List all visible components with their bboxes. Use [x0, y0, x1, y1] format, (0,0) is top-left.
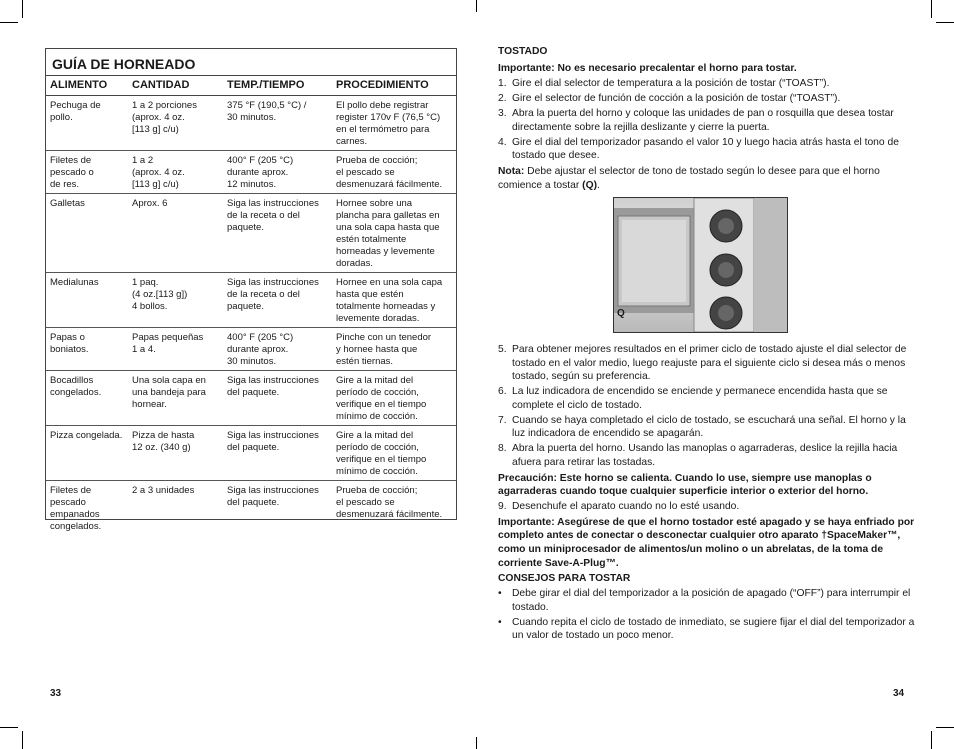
table-row — [46, 328, 456, 371]
list-item: 1. Gire el dial selector de temperatura a la posición de tostar (“TOAST”). — [498, 78, 830, 90]
toasting-section — [498, 45, 918, 644]
table-cell: Pechuga de pollo. — [46, 96, 128, 151]
table-cell: Papas o boniatos. — [46, 328, 128, 371]
table-cell: Papas pequeñas 1 a 4. — [128, 328, 223, 371]
table-cell: Siga las instrucciones del paquete. — [223, 371, 332, 426]
steps-list — [498, 77, 918, 163]
oven-illustration — [614, 198, 787, 332]
table-cell: Aprox. 6 — [128, 194, 223, 273]
table-cell: Hornee en una sola capa hasta que estén totalmente horneadas y levemente doradas. — [332, 273, 456, 328]
table-cell: Medialunas — [46, 273, 128, 328]
table-row — [46, 96, 456, 151]
table-cell: Pizza de hasta 12 oz. (340 g) — [128, 426, 223, 481]
table-cell: Siga las instrucciones de la receta o del paquete. — [223, 273, 332, 328]
crop-mark — [936, 22, 954, 23]
table-cell: Gire a la mitad del período de cocción, verifique en el tiempo mínimo de cocción. — [332, 426, 456, 481]
list-item: • Cuando repita el ciclo de tostado de inmediato, se sugiere fijar el dial del temporizador a un valor de tostado un poco menor. — [498, 616, 915, 642]
table-row — [46, 481, 456, 536]
page-number-right: 34 — [893, 688, 905, 699]
guide-title: GUÍA DE HORNEADO — [52, 56, 196, 72]
table-cell: 400° F (205 °C) durante aprox. 30 minutos. — [223, 328, 332, 371]
tips-list — [498, 587, 918, 643]
steps-list-final — [498, 500, 918, 514]
table-cell: Galletas — [46, 194, 128, 273]
steps-list-continued — [498, 343, 918, 470]
baking-guide-table — [46, 75, 456, 535]
crop-mark — [931, 0, 932, 18]
list-item: • Debe girar el dial del temporizador a la posición de apagado (“OFF”) para interrumpir el tostado. — [498, 588, 911, 613]
table-cell: 1 a 2 porciones (aprox. 4 oz. [113 g] c/u) — [128, 96, 223, 151]
crop-mark — [0, 22, 18, 23]
table-cell: Filetes de pescado o de res. — [46, 151, 128, 194]
table-cell: Siga las instrucciones del paquete. — [223, 426, 332, 481]
table-cell: Bocadillos congelados. — [46, 371, 128, 426]
table-row — [46, 194, 456, 273]
table-cell: Pinche con un tenedor y hornee hasta que estén tiernas. — [332, 328, 456, 371]
table-cell: 2 a 3 unidades — [132, 485, 195, 496]
table-cell: Hornee sobre una plancha para galletas en una sola capa hasta que estén totalmente horneadas y levemente doradas. — [332, 194, 456, 273]
table-cell: 1 paq. (4 oz.[113 g]) 4 bollos. — [128, 273, 223, 328]
table-row — [46, 151, 456, 194]
table-cell: Gire a la mitad del período de cocción, verifique en el tiempo mínimo de cocción. — [332, 371, 456, 426]
table-cell: Siga las instrucciones del paquete. — [227, 485, 319, 508]
table-cell: 1 a 2 (aprox. 4 oz. [113 g] c/u) — [128, 151, 223, 194]
table-cell: Siga las instrucciones de la receta o del paquete. — [223, 194, 332, 273]
list-item: 9. Desenchufe el aparato cuando no lo esté usando. — [498, 501, 740, 513]
list-item: 6. La luz indicadora de encendido se enciende y permanece encendida hasta que se complete el ciclo de tostado. — [498, 386, 888, 411]
header-temp-tiempo: TEMP./TIEMPO — [223, 76, 332, 96]
crop-mark — [22, 0, 23, 18]
table-cell: Pizza congelada. — [46, 426, 128, 481]
list-item: 4. Gire el dial del temporizador pasando el valor 10 y luego hacia atrás hasta el tono de tostado que desee. — [498, 136, 899, 162]
table-cell: 400° F (205 °C) durante aprox. 12 minutos. — [223, 151, 332, 194]
table-cell: Prueba de cocción; el pescado se desmenuzará fácilmente. — [336, 485, 443, 520]
table-cell: 375 °F (190,5 °C) / 30 minutos. — [223, 96, 332, 151]
table-cell: Prueba de cocción; el pescado se desmenuzará fácilmente. — [332, 151, 456, 194]
list-item: 8. Abra la puerta del horno. Usando las manoplas o agarraderas, deslice la rejilla hacia afuera para retirar las tostadas. — [498, 443, 898, 469]
crop-mark — [931, 731, 932, 749]
header-cantidad: CANTIDAD — [128, 76, 223, 96]
header-alimento: ALIMENTO — [46, 76, 128, 96]
header-procedimiento: PROCEDIMIENTO — [332, 76, 456, 96]
toaster-oven-dials-icon — [613, 197, 788, 333]
list-item: 5. Para obtener mejores resultados en el primer ciclo de tostado ajuste el dial selector de tostado en el valor medio, luego reajuste para el siguiente ciclo si desea más o menos tostado, según su preferencia. — [498, 344, 907, 383]
caution-note: Precaución: Este horno se calienta. Cuando lo use, siempre use manoplas o agarraderas cuando toque cualquier superficie interior o exterior del horno. — [498, 472, 872, 498]
section-heading: TOSTADO — [498, 46, 548, 57]
note-paragraph: Nota: Debe ajustar el selector de tono de tostado según lo desee para que el horno comience a tostar (Q). — [498, 165, 880, 191]
table-cell: Filetes de pescado empanados congelados. — [50, 485, 102, 532]
table-header-row — [46, 76, 456, 96]
crop-mark — [476, 737, 477, 749]
figure-label: Q — [617, 307, 625, 319]
crop-mark — [476, 0, 477, 12]
list-item: 7. Cuando se haya completado el ciclo de tostado, se escuchará una señal. El horno y la luz indicadora de encendido se apagarán. — [498, 414, 906, 440]
crop-mark — [936, 727, 954, 728]
tips-heading: CONSEJOS PARA TOSTAR — [498, 573, 631, 585]
table-cell: Una sola capa en una bandeja para hornear. — [128, 371, 223, 426]
table-cell: El pollo debe registrar register 170v F (76,5 °C) en el termómetro para carnes. — [332, 96, 456, 151]
baking-guide — [45, 48, 457, 532]
page-number-left: 33 — [50, 688, 62, 699]
table-row — [46, 371, 456, 426]
important-note-2: Importante: Asegúrese de que el horno tostador esté apagado y se haya enfriado por completo antes de conectar o desconectar cualquier otro aparato †SpaceMaker™, como un miniprocesador de alimentos/un molino o un abrelatas, de la toma de corriente Save-A-Plug™. — [498, 516, 915, 569]
list-item: 2. Gire el selector de función de cocción a la posición de tostar (“TOAST”). — [498, 93, 841, 105]
table-row — [46, 273, 456, 328]
important-note: Importante: No es necesario precalentar el horno para tostar. — [498, 62, 797, 74]
table-row — [46, 426, 456, 481]
crop-mark — [22, 731, 23, 749]
list-item: 3. Abra la puerta del horno y coloque las unidades de pan o rosquilla que desea tostar directamente sobre la rejilla deslizante y cierre la puerta. — [498, 108, 894, 133]
crop-mark — [0, 727, 18, 728]
